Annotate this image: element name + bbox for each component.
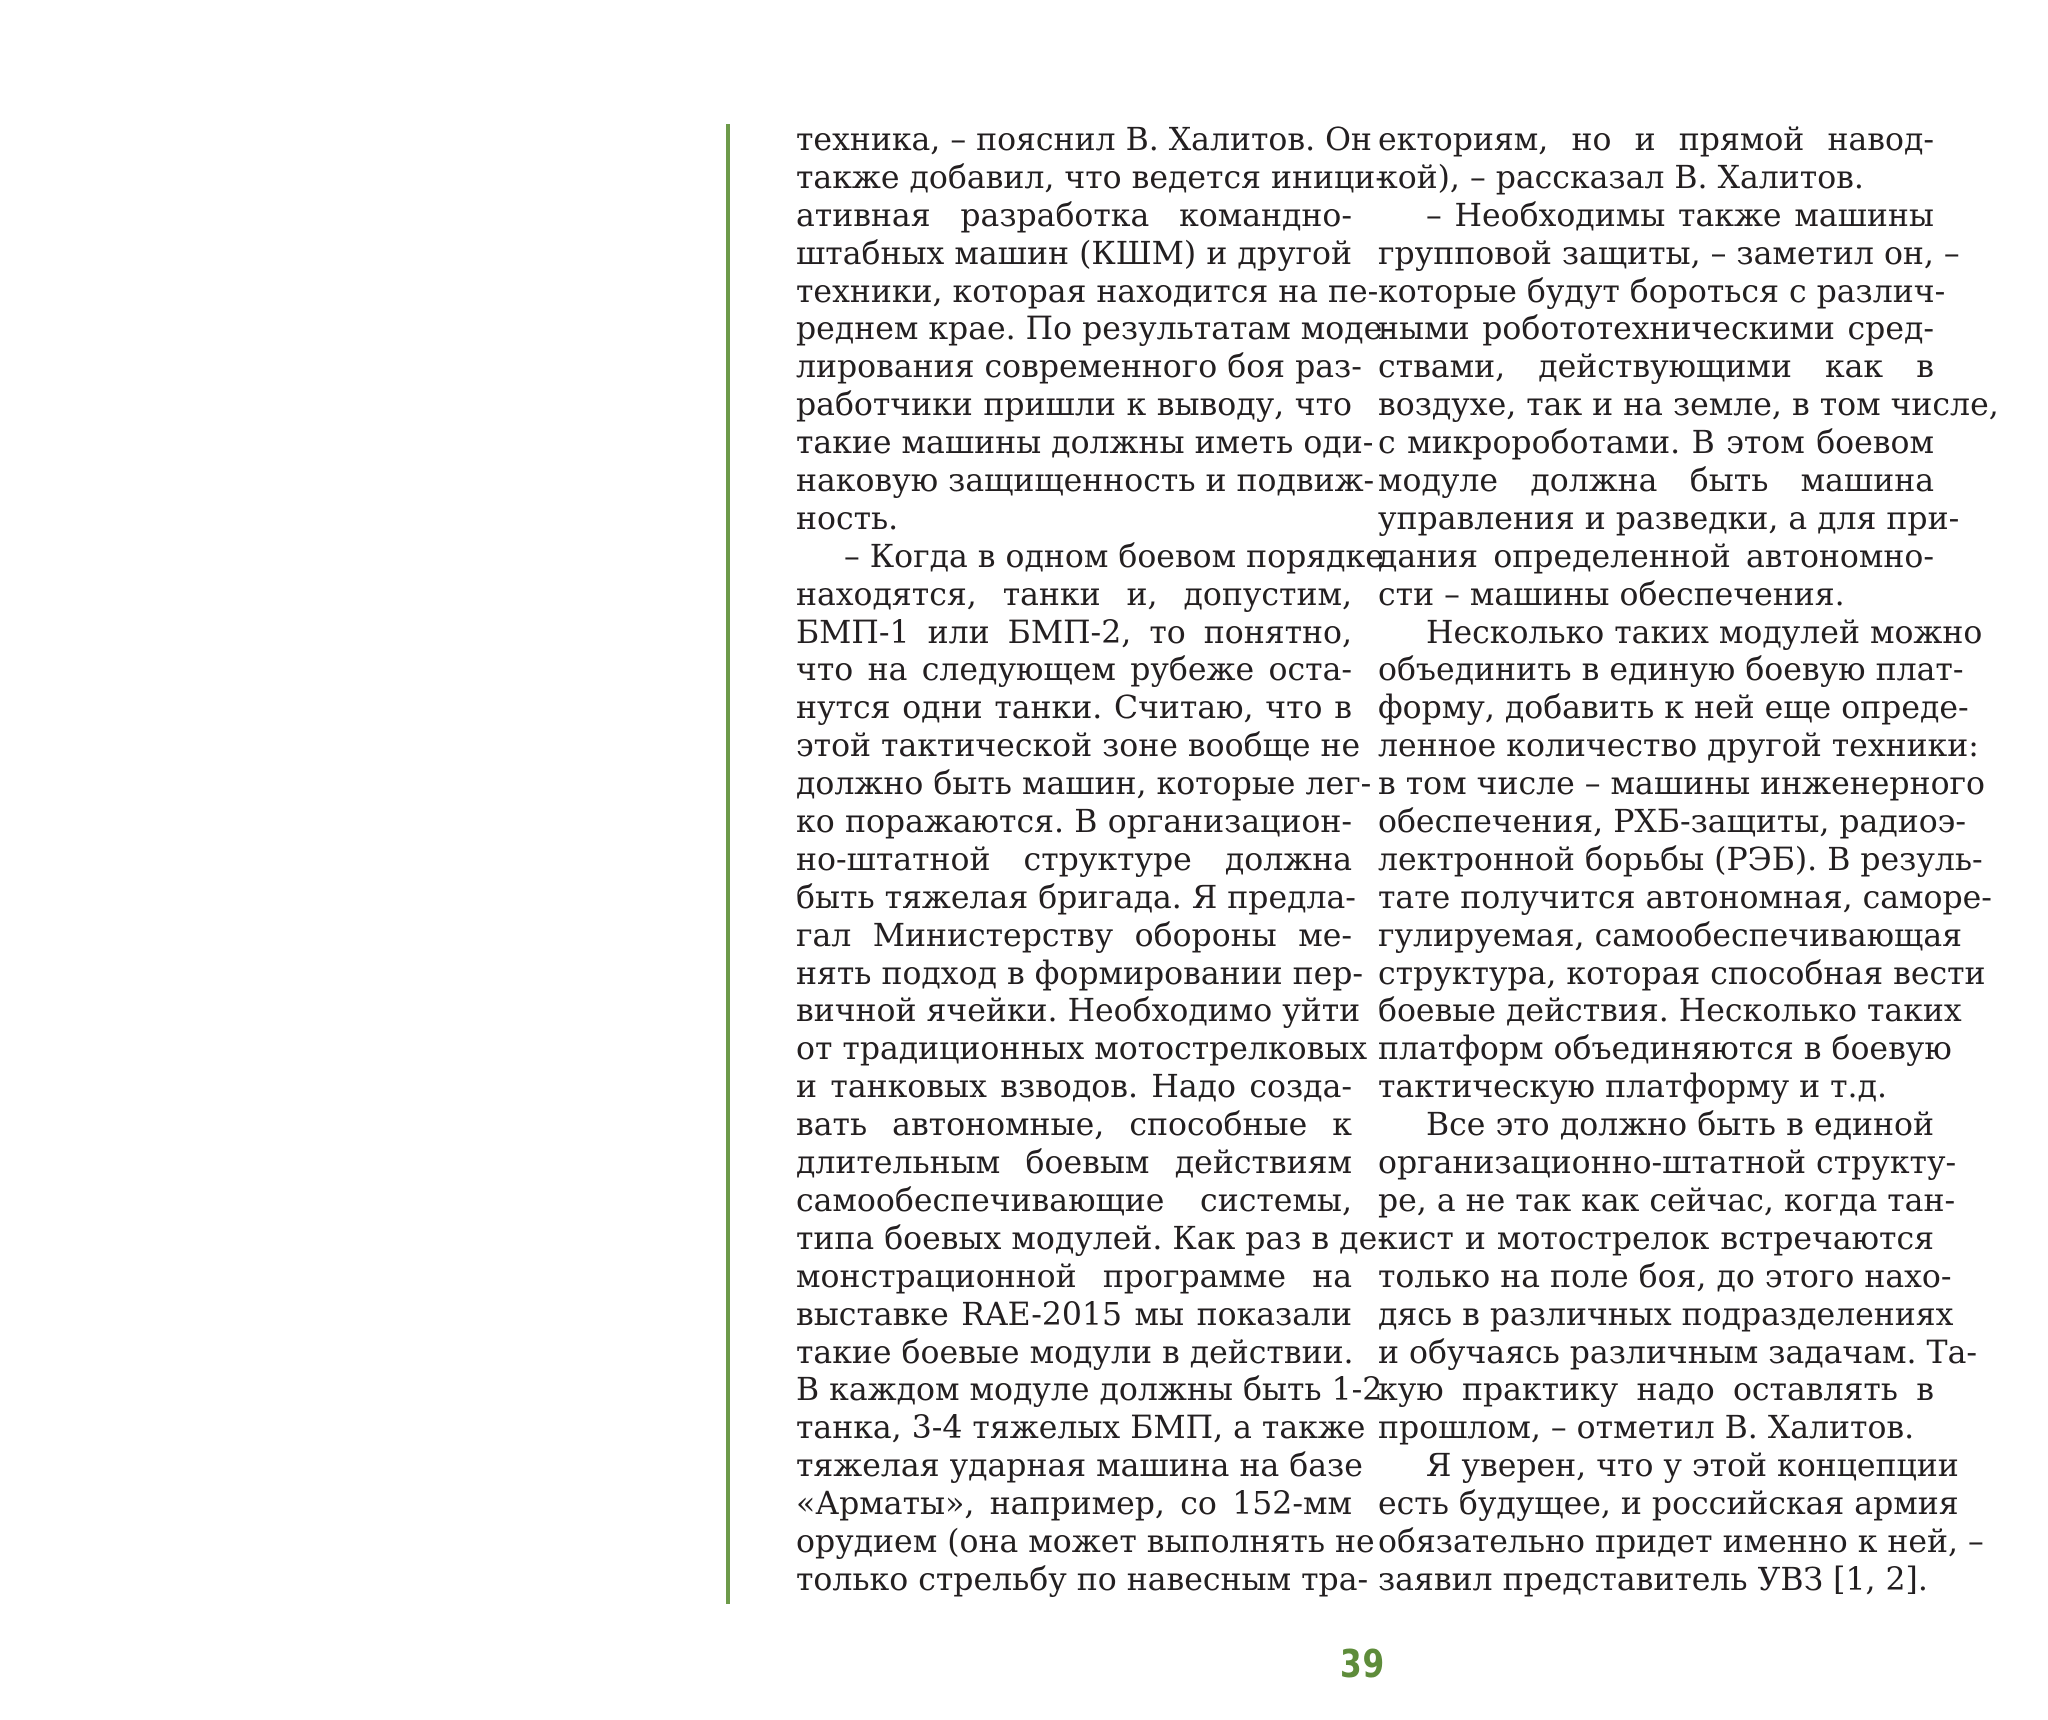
text-line: обязательно придет именно к ней, –	[1378, 1523, 1984, 1560]
text-line: и обучаясь различным задачам. Та-	[1378, 1334, 1977, 1371]
paragraph-start-line: Все это должно быть в единой	[1426, 1107, 1934, 1144]
text-line: от традиционных мотострелковых	[796, 1031, 1368, 1068]
text-line: платформ объединяются в боевую	[1378, 1031, 1952, 1068]
text-line: заявил представитель УВЗ [1, 2].	[1378, 1561, 1928, 1598]
paragraph-start-line: Я уверен, что у этой концепции	[1426, 1448, 1959, 1485]
paragraph-start-line: – Необходимы также машины	[1426, 197, 1934, 234]
text-line: этой тактической зоне вообще не	[796, 728, 1361, 765]
text-line: но-штатной структуре должна	[796, 841, 1352, 878]
text-line: с микророботами. В этом боевом	[1378, 425, 1934, 462]
paragraph-start-line: – Когда в одном боевом порядке	[844, 538, 1384, 575]
text-line: работчики пришли к выводу, что	[796, 387, 1352, 424]
paragraph-start-line: Несколько таких модулей можно	[1426, 614, 1983, 651]
text-line: тате получится автономная, саморе-	[1378, 879, 1992, 916]
text-line: лектронной борьбы (РЭБ). В резуль-	[1378, 841, 1983, 878]
text-line: кую практику надо оставлять в	[1378, 1372, 1934, 1409]
text-line: ность.	[796, 500, 899, 537]
text-line: воздухе, так и на земле, в том числе,	[1378, 387, 1999, 424]
right-text-column	[1378, 122, 1999, 1600]
text-line: только на поле боя, до этого нахо-	[1378, 1258, 1952, 1295]
text-line: техника, – пояснил В. Халитов. Он	[796, 122, 1372, 158]
text-line: вичной ячейки. Необходимо уйти	[796, 993, 1361, 1030]
text-line: находятся, танки и, допустим,	[796, 576, 1352, 613]
text-line: техники, которая находится на пе-	[796, 273, 1379, 310]
text-line: сти – машины обеспечения.	[1378, 576, 1845, 613]
text-line: управления и разведки, а для при-	[1378, 500, 1960, 537]
text-line: и танковых взводов. Надо созда-	[796, 1069, 1352, 1106]
text-line: вать автономные, способные к	[796, 1107, 1352, 1144]
text-line: организационно-штатной структу-	[1378, 1145, 1957, 1182]
text-line: гулируемая, самообеспечивающая	[1378, 917, 1962, 954]
text-line: тактическую платформу и т.д.	[1378, 1069, 1887, 1106]
text-line: ствами, действующими как в	[1378, 349, 1934, 386]
text-line: нять подход в формировании пер-	[796, 955, 1364, 992]
text-line: групповой защиты, – заметил он, –	[1378, 235, 1960, 272]
text-line: в том числе – машины инженерного	[1378, 766, 1986, 803]
text-line: танка, 3-4 тяжелых БМП, а также	[796, 1410, 1366, 1447]
text-line: штабных машин (КШМ) и другой	[796, 235, 1352, 272]
text-line: объединить в единую боевую плат-	[1378, 652, 1964, 689]
text-line: нутся одни танки. Считаю, что в	[796, 690, 1352, 727]
text-line: ре, а не так как сейчас, когда тан-	[1378, 1182, 1956, 1219]
vertical-accent-rule	[726, 124, 730, 1604]
text-line: реднем крае. По результатам моде-	[796, 311, 1393, 348]
text-line: «Арматы», например, со 152-мм	[796, 1486, 1352, 1523]
text-line: такие машины должны иметь оди-	[796, 425, 1374, 462]
text-line: кист и мотострелок встречаются	[1378, 1220, 1934, 1257]
text-line: также добавил, что ведется иници-	[796, 159, 1386, 196]
text-line: дясь в различных подразделениях	[1378, 1296, 1954, 1333]
text-line: ко поражаются. В организацион-	[796, 804, 1352, 841]
text-line: структура, которая способная вести	[1378, 955, 1986, 992]
text-line: самообеспечивающие системы,	[796, 1182, 1352, 1219]
text-line: екториям, но и прямой навод-	[1378, 122, 1934, 158]
text-line: В каждом модуле должны быть 1-2	[796, 1372, 1383, 1409]
text-line: ными робототехническими сред-	[1378, 311, 1934, 348]
text-line: быть тяжелая бригада. Я предла-	[796, 879, 1356, 916]
text-line: тяжелая ударная машина на базе	[796, 1448, 1363, 1485]
text-line: ленное количество другой техники:	[1378, 728, 1979, 765]
text-line: длительным боевым действиям	[796, 1145, 1352, 1182]
text-line: которые будут бороться с различ-	[1378, 273, 1946, 310]
text-line: орудием (она может выполнять не	[796, 1523, 1375, 1560]
text-line: дания определенной автономно-	[1378, 538, 1934, 575]
text-line: кой), – рассказал В. Халитов.	[1378, 159, 1864, 196]
text-line: типа боевых модулей. Как раз в де-	[796, 1220, 1388, 1257]
text-line: БМП-1 или БМП-2, то понятно,	[796, 614, 1352, 651]
text-line: монстрационной программе на	[796, 1258, 1352, 1295]
text-line: модуле должна быть машина	[1378, 463, 1934, 500]
text-line: наковую защищенность и подвиж-	[796, 463, 1375, 500]
text-line: выставке RAE-2015 мы показали	[796, 1296, 1352, 1333]
text-line: обеспечения, РХБ-защиты, радиоэ-	[1378, 804, 1966, 841]
left-text-column	[796, 122, 1393, 1600]
text-line: лирования современного боя раз-	[796, 349, 1362, 386]
text-line: форму, добавить к ней еще опреде-	[1378, 690, 1969, 727]
text-line: ативная разработка командно-	[796, 197, 1352, 234]
text-line: есть будущее, и российская армия	[1378, 1486, 1959, 1523]
page-number: 39	[1340, 1642, 1386, 1686]
text-line: такие боевые модули в действии.	[796, 1334, 1354, 1371]
text-line: боевые действия. Несколько таких	[1378, 993, 1962, 1030]
text-line: должно быть машин, которые лег-	[796, 766, 1372, 803]
text-line: прошлом, – отметил В. Халитов.	[1378, 1410, 1915, 1447]
text-line: только стрельбу по навесным тра-	[796, 1561, 1369, 1598]
text-line: гал Министерству обороны ме-	[796, 917, 1352, 954]
text-line: что на следующем рубеже оста-	[796, 652, 1352, 689]
